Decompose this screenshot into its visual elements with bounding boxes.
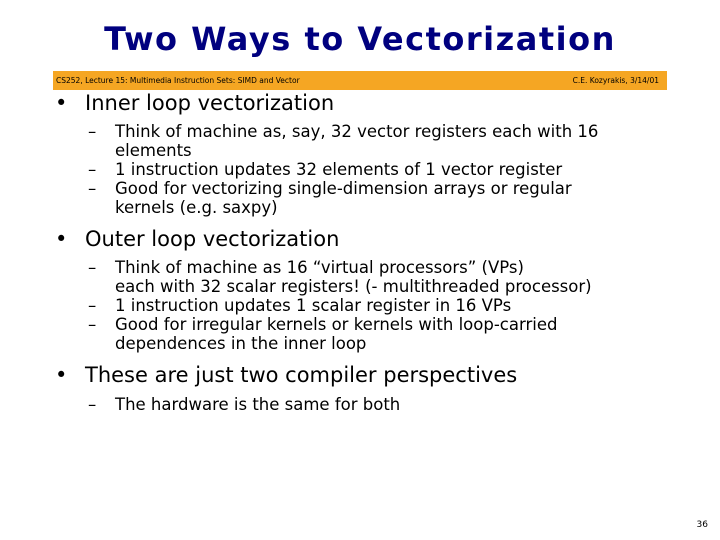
bullet-marker: • [55, 363, 68, 388]
sub-bullet-line: elements [115, 141, 192, 161]
bullet-item [55, 363, 675, 388]
banner-course-label: CS252, Lecture 15: Multimedia Instruction Sets: SIMD and Vector [56, 76, 300, 85]
dash-marker: – [88, 179, 97, 199]
dash-marker: – [88, 122, 97, 142]
sub-bullet-item [55, 395, 675, 414]
bullet-item [55, 91, 675, 116]
bullet-compiler-perspectives [55, 363, 675, 413]
header-banner [53, 71, 667, 90]
dash-marker: – [88, 258, 97, 278]
page-number: 36 [696, 520, 708, 530]
sub-bullet-line: Good for irregular kernels or kernels with loop-carried [115, 315, 558, 335]
sub-bullet-line: Think of machine as 16 “virtual processors” (VPs) [115, 258, 524, 278]
bullet-marker: • [55, 227, 68, 252]
bullet-outer-loop [55, 227, 675, 353]
dash-marker: – [88, 394, 97, 414]
sub-bullet-item [55, 315, 675, 353]
sub-bullet-list [55, 258, 675, 353]
sub-bullet-line: Good for vectorizing single-dimension arrays or regular [115, 179, 572, 199]
bullet-item [55, 227, 675, 252]
bullet-marker: • [55, 91, 68, 115]
bullet-text: These are just two compiler perspectives [85, 363, 518, 388]
bullet-inner-loop [55, 91, 675, 217]
sub-bullet-item [55, 179, 675, 217]
sub-bullet-item [55, 160, 675, 179]
sub-bullet-line: 1 instruction updates 32 elements of 1 vector register [115, 160, 563, 180]
sub-bullet-item [55, 122, 675, 160]
slide-title: Two Ways to Vectorization [104, 20, 616, 58]
sub-bullet-line: each with 32 scalar registers! (- multithreaded processor) [115, 277, 592, 297]
banner-author-date: C.E. Kozyrakis, 3/14/01 [572, 76, 659, 85]
sub-bullet-line: The hardware is the same for both [115, 394, 401, 414]
dash-marker: – [88, 296, 97, 316]
sub-bullet-line: 1 instruction updates 1 scalar register in 16 VPs [115, 296, 512, 316]
sub-bullet-list [55, 122, 675, 217]
slide-body [55, 91, 675, 414]
sub-bullet-line: Think of machine as, say, 32 vector registers each with 16 [115, 122, 599, 142]
sub-bullet-line: dependences in the inner loop [115, 334, 367, 354]
bullet-text: Inner loop vectorization [85, 91, 335, 115]
sub-bullet-item [55, 258, 675, 296]
dash-marker: – [88, 315, 97, 335]
bullet-text: Outer loop vectorization [85, 227, 340, 252]
dash-marker: – [88, 160, 97, 180]
sub-bullet-line: kernels (e.g. saxpy) [115, 198, 278, 218]
sub-bullet-list [55, 395, 675, 414]
sub-bullet-item [55, 296, 675, 315]
